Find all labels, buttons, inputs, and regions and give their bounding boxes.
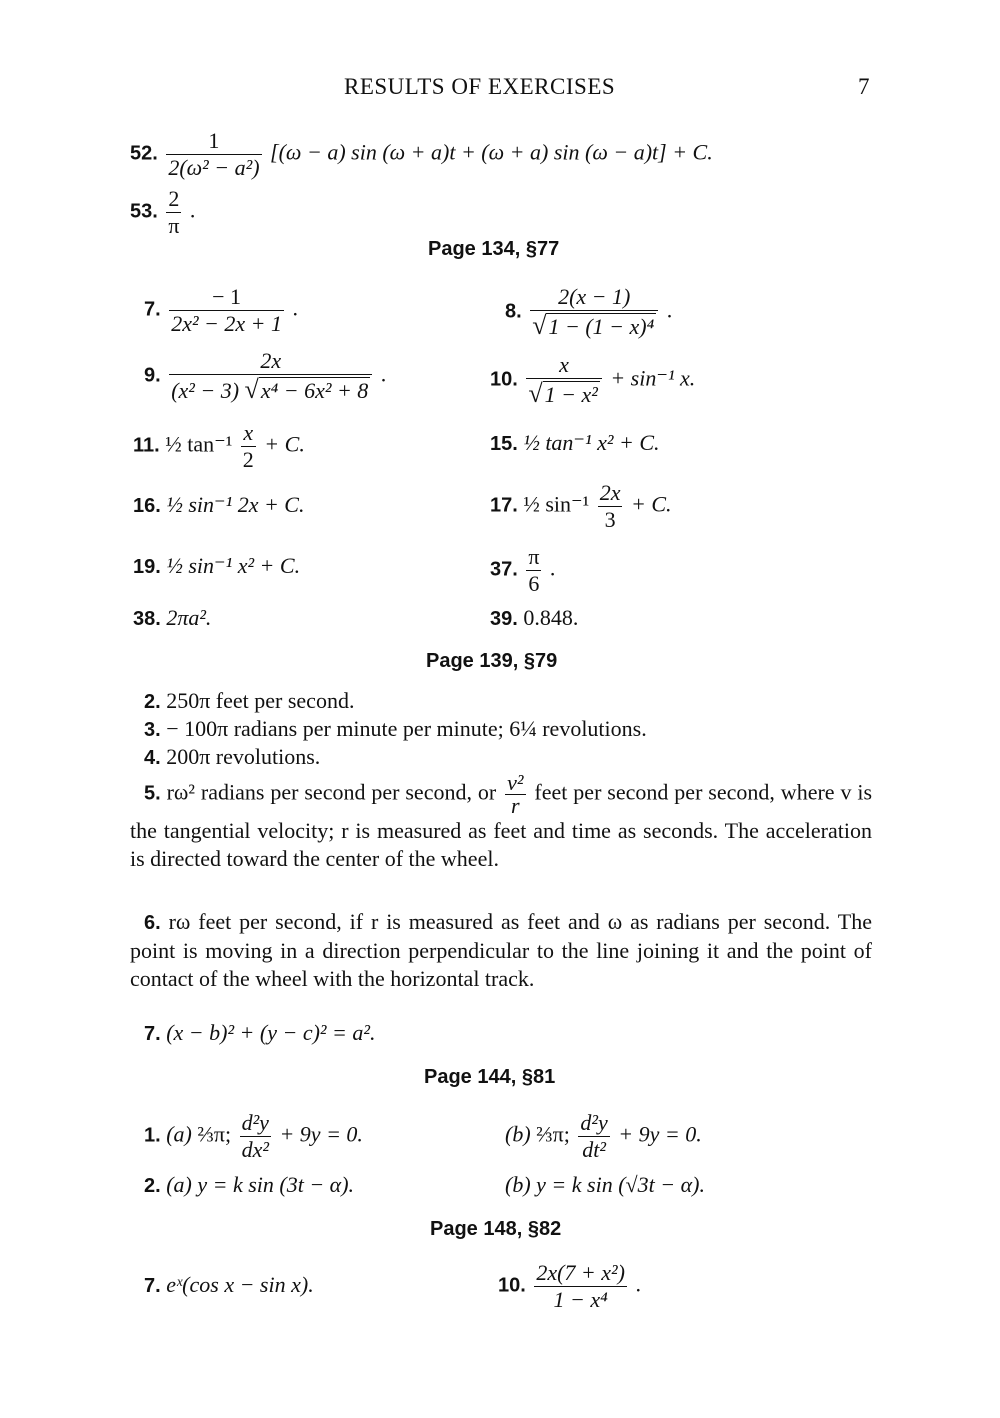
- answer-item: [505, 1110, 702, 1163]
- answer-item: [130, 186, 195, 239]
- item-expression: − α).: [660, 1172, 705, 1197]
- answer-item: [490, 544, 555, 597]
- item-number: 9.: [144, 364, 161, 387]
- item-expression: + C.: [630, 491, 672, 517]
- fraction: [598, 480, 623, 533]
- item-number: 4.: [144, 747, 161, 769]
- item-number: 1.: [144, 1124, 161, 1147]
- radicand: 1 − (1 − x)⁴: [548, 314, 655, 339]
- item-number: 10.: [490, 368, 518, 391]
- answer-paragraph: [130, 772, 872, 873]
- answer-item: [144, 1110, 363, 1163]
- page-number: 7: [858, 74, 870, 99]
- item-coefficient: ⅔π;: [536, 1121, 570, 1147]
- item-expression: 200π revolutions.: [166, 744, 321, 769]
- item-expression: .: [189, 197, 196, 223]
- running-header: RESULTS OF EXERCISES: [344, 74, 616, 99]
- radical-sign-icon: √: [244, 375, 259, 404]
- radical-sign-icon: √: [625, 1172, 638, 1197]
- item-expression: (x − b)² + (y − c)² = a².: [166, 1020, 376, 1045]
- fraction-numerator: 2x: [260, 348, 282, 373]
- item-part-label: (a): [166, 1121, 192, 1147]
- item-expression: .: [635, 1271, 641, 1297]
- item-number: 52.: [130, 142, 158, 165]
- item-expression: + 9y = 0.: [279, 1121, 363, 1147]
- radicand: 3t: [637, 1172, 655, 1197]
- answer-item: [144, 1020, 375, 1046]
- item-part-label: (a): [166, 1172, 192, 1197]
- fraction-denominator: 6: [526, 570, 541, 597]
- fraction-numerator: x: [559, 352, 569, 377]
- item-coefficient: ⅔π;: [197, 1121, 232, 1147]
- answer-item: [490, 480, 672, 533]
- fraction-numerator: v²: [507, 770, 524, 795]
- answer-item: [505, 1172, 705, 1198]
- fraction-denominator: r: [505, 794, 525, 817]
- fraction-numerator: 2: [168, 186, 180, 211]
- radical-sign-icon: √: [532, 311, 547, 340]
- item-expression: y = k sin (3t − α).: [197, 1172, 355, 1197]
- item-number: 19.: [133, 556, 161, 578]
- fraction: [240, 1110, 271, 1163]
- item-expression: ½ sin⁻¹ 2x + C.: [166, 492, 305, 517]
- item-expression: .: [666, 297, 673, 323]
- item-number: 8.: [505, 300, 522, 323]
- fraction-denominator: π: [168, 213, 180, 238]
- fraction-numerator: 2x: [599, 480, 621, 505]
- item-part-label: (b): [505, 1172, 531, 1197]
- item-prefix: y = k sin (: [536, 1172, 626, 1197]
- item-number: 17.: [490, 494, 518, 517]
- fraction-numerator: d²y: [580, 1110, 608, 1135]
- item-expression: .: [549, 555, 556, 581]
- fraction: [526, 352, 602, 409]
- fraction-numerator: x: [243, 420, 254, 445]
- item-number: 2.: [144, 691, 161, 713]
- item-expression: 2πa².: [166, 605, 212, 630]
- fraction: [526, 544, 541, 597]
- fraction-denominator: 1 − x⁴: [534, 1286, 627, 1313]
- item-expression: .: [380, 361, 387, 387]
- denominator-factor: (x² − 3): [171, 378, 240, 403]
- answer-item: [144, 744, 320, 770]
- fraction-denominator: 3: [598, 506, 623, 533]
- item-number: 39.: [490, 608, 518, 630]
- item-number: 7.: [144, 1275, 161, 1297]
- answer-item: [133, 605, 211, 631]
- fraction: [530, 284, 658, 341]
- item-number: 7.: [144, 1023, 161, 1045]
- item-number: 5.: [144, 782, 161, 805]
- answer-paragraph: [130, 908, 872, 993]
- fraction-denominator: dt²: [578, 1136, 609, 1163]
- fraction-denominator: [526, 378, 602, 409]
- fraction-numerator: 2x(7 + x²): [536, 1260, 625, 1285]
- fraction: [169, 348, 372, 405]
- fraction-numerator: 1: [208, 128, 220, 153]
- section-heading: Page 134, §77: [428, 238, 560, 260]
- paragraph-text: feet per second per second, where v is the tangential velocity; r is measured as feet and time as seconds. The acceleration is directed toward the center of the wheel.: [130, 779, 873, 871]
- item-expression: ½ tan⁻¹ x² + C.: [523, 430, 660, 455]
- answer-item: [490, 430, 660, 456]
- fraction: [166, 186, 181, 239]
- item-number: 53.: [130, 200, 158, 223]
- fraction-denominator: [530, 310, 658, 341]
- section-heading: Page 144, §81: [424, 1066, 556, 1088]
- answer-item: [133, 420, 305, 473]
- answer-item: [144, 716, 647, 742]
- item-expression: 250π feet per second.: [166, 688, 355, 713]
- answer-item: [144, 1172, 354, 1198]
- fraction-denominator: 2(ω² − a²): [168, 155, 260, 180]
- fraction-numerator: − 1: [212, 284, 242, 309]
- item-expression: .: [292, 295, 299, 321]
- fraction: [578, 1110, 609, 1163]
- item-number: 37.: [490, 558, 518, 581]
- fraction-denominator: 2: [242, 447, 254, 472]
- fraction-denominator: [169, 374, 372, 405]
- fraction: [241, 420, 256, 473]
- paragraph-text: rω² radians per second per second, or: [166, 779, 497, 805]
- answer-item: [490, 605, 578, 631]
- answer-item: [133, 492, 304, 518]
- item-part-label: (b): [505, 1121, 531, 1147]
- fraction: [534, 1260, 627, 1313]
- fraction-numerator: d²y: [241, 1110, 269, 1135]
- item-expression: ½ sin⁻¹ x² + C.: [166, 553, 301, 578]
- item-expression: 0.848.: [523, 605, 579, 630]
- fraction: [505, 772, 525, 817]
- item-expression: − 100π radians per minute per minute; 6¼ revolutions.: [166, 716, 647, 741]
- item-number: 3.: [144, 719, 161, 741]
- item-expression: [(ω − a) sin (ω + a)t + (ω + a) sin (ω − a)t] + C.: [270, 139, 713, 165]
- item-expression: eˣ(cos x − sin x).: [166, 1272, 314, 1297]
- answer-item: [144, 348, 386, 405]
- item-number: 6.: [144, 912, 161, 934]
- answer-item: [144, 284, 298, 337]
- item-expression: + 9y = 0.: [618, 1121, 702, 1147]
- answer-item: [498, 1260, 641, 1313]
- radical-sign-icon: √: [528, 379, 543, 408]
- fraction-numerator: 2(x − 1): [558, 284, 631, 309]
- item-prefix: ½ tan⁻¹: [165, 431, 233, 457]
- answer-item: [133, 553, 300, 579]
- answer-item: [490, 352, 695, 409]
- fraction-numerator: π: [528, 544, 540, 569]
- item-number: 2.: [144, 1175, 161, 1197]
- answer-item: [144, 1272, 314, 1298]
- item-number: 15.: [490, 433, 518, 455]
- item-number: 38.: [133, 608, 161, 630]
- section-heading: Page 139, §79: [426, 650, 558, 672]
- item-prefix: ½ sin⁻¹: [523, 491, 590, 517]
- answer-item: [144, 688, 354, 714]
- fraction: [169, 284, 284, 337]
- item-expression: + C.: [264, 431, 305, 457]
- item-number: 11.: [133, 434, 160, 457]
- fraction-denominator: dx²: [241, 1137, 269, 1162]
- paragraph-text: rω feet per second, if r is measured as feet and ω as radians per second. The point is moving in a direction perpendicular to the line joining it and the point of contact of the wheel with the horizontal track.: [130, 909, 873, 991]
- item-number: 10.: [498, 1274, 526, 1297]
- item-number: 16.: [133, 495, 161, 517]
- fraction-denominator: 2x² − 2x + 1: [171, 311, 283, 336]
- answer-item: [130, 128, 713, 181]
- section-heading: Page 148, §82: [430, 1218, 562, 1240]
- item-expression: + sin⁻¹ x.: [610, 365, 696, 391]
- answer-item: [505, 284, 672, 341]
- radicand: 1 − x²: [544, 382, 598, 407]
- item-number: 7.: [144, 298, 161, 321]
- fraction: [166, 128, 261, 181]
- radicand: x⁴ − 6x² + 8: [260, 378, 369, 403]
